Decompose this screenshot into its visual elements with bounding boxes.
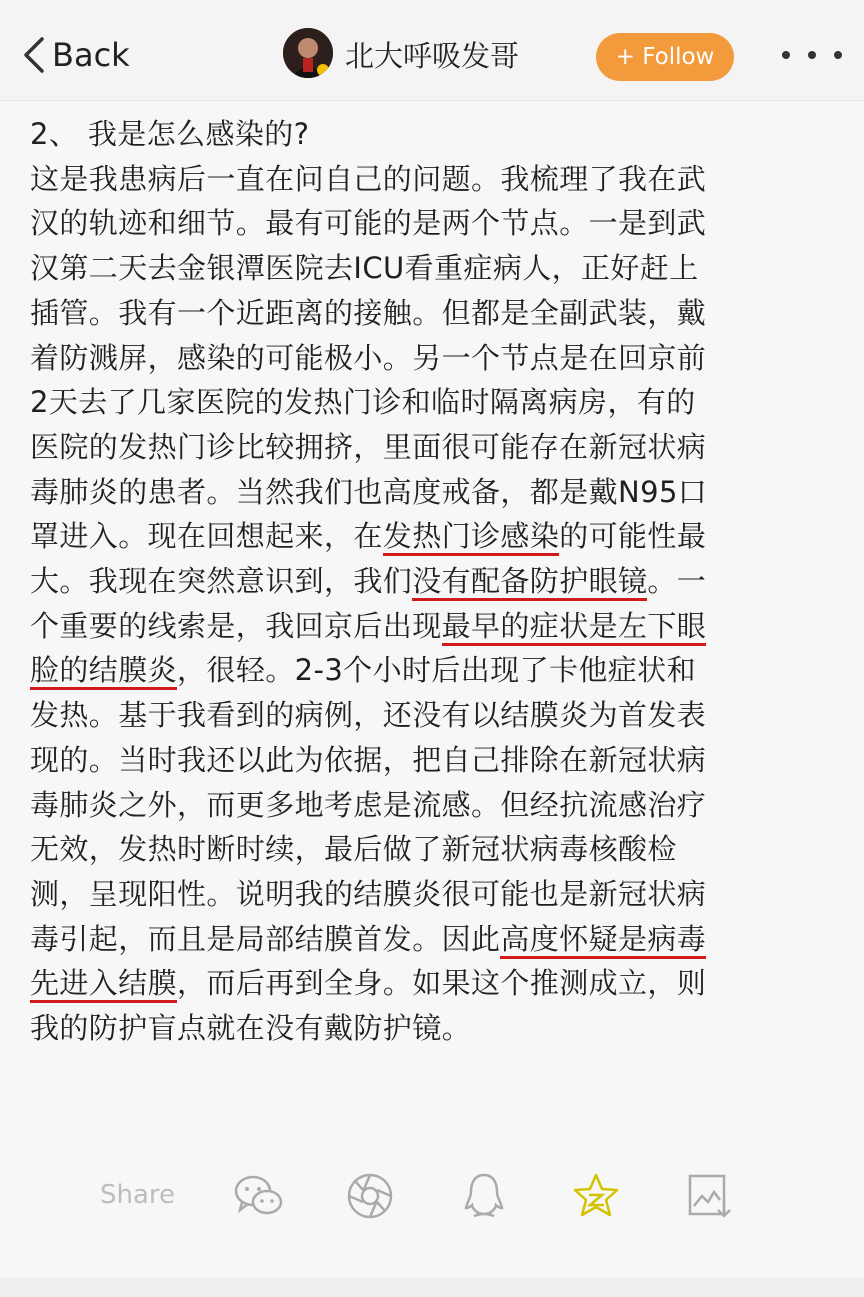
- dot-icon: [834, 51, 842, 59]
- text-segment: ，很轻。2-3个小时后出现了卡他症状和: [177, 653, 696, 688]
- text-segment: 我的防护盲点就在没有戴防护镜。: [30, 1011, 472, 1046]
- share-label: Share: [100, 1180, 176, 1210]
- underlined-text: 高度怀疑是病毒: [500, 922, 706, 959]
- text-segment: 2、 我是怎么感染的?: [30, 117, 310, 151]
- text-segment: 无效，发热时断时续，最后做了新冠状病毒核酸检: [30, 832, 677, 867]
- article-line: [30, 470, 840, 515]
- text-segment: 2天去了几家医院的发热门诊和临时隔离病房，有的: [30, 385, 696, 420]
- article-line: [30, 559, 840, 604]
- bottom-divider: [0, 1278, 864, 1297]
- back-button[interactable]: [20, 30, 130, 80]
- qzone-icon[interactable]: [570, 1170, 622, 1222]
- wechat-icon[interactable]: [232, 1170, 284, 1222]
- text-segment: 毒肺炎的患者。当然我们也高度戒备，都是戴N95口: [30, 474, 708, 509]
- text-segment: ，而后再到全身。如果这个推测成立，则: [177, 966, 707, 1001]
- text-segment: 测，呈现阳性。说明我的结膜炎很可能也是新冠状病: [30, 876, 707, 911]
- dot-icon: [782, 51, 790, 59]
- article-line: [30, 246, 840, 291]
- top-bar: [0, 0, 864, 101]
- underlined-text: 先进入结膜: [30, 966, 177, 1003]
- qq-icon[interactable]: [458, 1170, 510, 1222]
- article-line: [30, 157, 840, 202]
- text-segment: 。一: [647, 564, 707, 599]
- article-line: [30, 872, 840, 917]
- text-segment: 这是我患病后一直在问自己的问题。我梳理了我在武: [30, 161, 707, 196]
- dot-icon: [808, 51, 816, 59]
- article-line: [30, 112, 840, 157]
- article-body: [30, 112, 840, 1051]
- text-segment: 汉第二天去金银潭医院去ICU看重症病人，正好赶上: [30, 251, 699, 286]
- text-segment: 大。我现在突然意识到，我们: [30, 564, 413, 599]
- text-segment: 的可能性最: [559, 519, 707, 554]
- follow-button[interactable]: + Follow: [596, 33, 734, 81]
- chevron-left-icon: [20, 35, 46, 75]
- article-line: [30, 827, 840, 872]
- article-line: [30, 783, 840, 828]
- underlined-text: 没有配备防护眼镜: [412, 564, 647, 601]
- text-segment: 插管。我有一个近距离的接触。但都是全副武装，戴: [30, 295, 707, 330]
- text-segment: 着防溅屏，感染的可能极小。另一个节点是在回京前: [30, 340, 707, 375]
- article-line: [30, 961, 840, 1006]
- username[interactable]: 北大呼吸发哥: [345, 39, 520, 73]
- article-line: [30, 693, 840, 738]
- text-segment: 个重要的线索是，我回京后出现: [30, 608, 442, 643]
- avatar[interactable]: [283, 28, 333, 78]
- article-line: [30, 201, 840, 246]
- article-line: [30, 336, 840, 381]
- save-image-icon[interactable]: [684, 1170, 736, 1222]
- text-segment: 发热。基于我看到的病例，还没有以结膜炎为首发表: [30, 698, 707, 733]
- more-options-button[interactable]: [782, 40, 842, 70]
- article-line: [30, 425, 840, 470]
- underlined-text: 发热门诊感染: [383, 519, 559, 556]
- article-line: [30, 648, 840, 693]
- text-segment: 毒肺炎之外，而更多地考虑是流感。但经抗流感治疗: [30, 787, 707, 822]
- text-segment: 毒引起，而且是局部结膜首发。因此: [30, 921, 501, 956]
- article-line: [30, 738, 840, 783]
- underlined-text: 脸的结膜炎: [30, 653, 177, 690]
- text-segment: 罩进入。现在回想起来，在: [30, 519, 383, 554]
- text-segment: 医院的发热门诊比较拥挤，里面很可能存在新冠状病: [30, 429, 707, 464]
- back-label: Back: [52, 36, 130, 74]
- article-line: [30, 514, 840, 559]
- text-segment: 汉的轨迹和细节。最有可能的是两个节点。一是到武: [30, 206, 707, 241]
- article-line: [30, 1006, 840, 1051]
- text-segment: 现的。当时我还以此为依据，把自己排除在新冠状病: [30, 742, 707, 777]
- moments-icon[interactable]: [344, 1170, 396, 1222]
- article-line: [30, 604, 840, 649]
- article-line: [30, 917, 840, 962]
- article-line: [30, 291, 840, 336]
- underlined-text: 最早的症状是左下眼: [442, 609, 707, 646]
- article-line: [30, 380, 840, 425]
